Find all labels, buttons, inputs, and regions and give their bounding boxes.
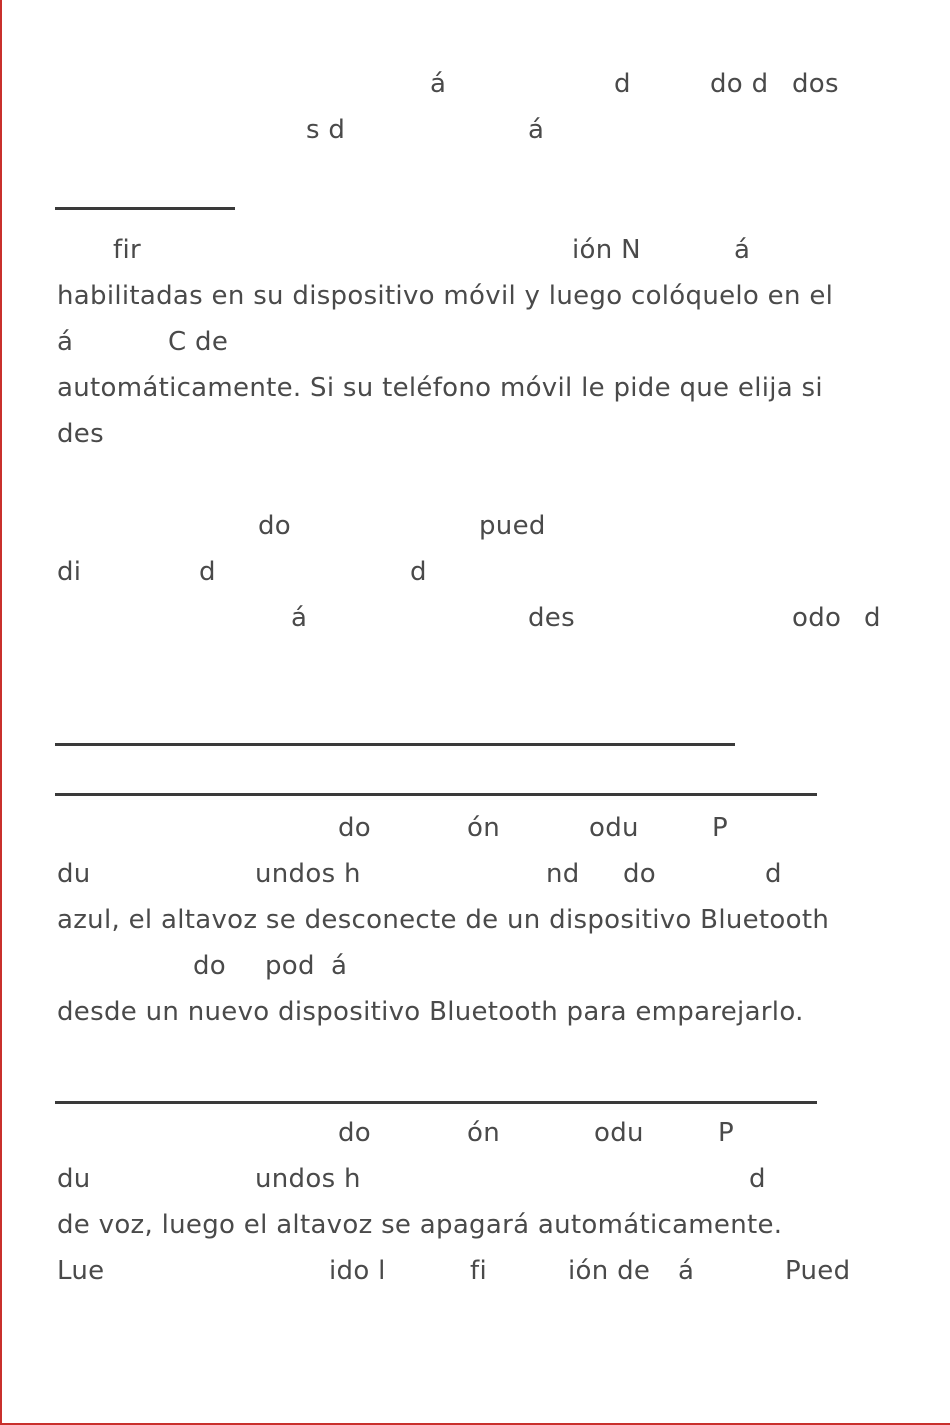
text-fragment: des [528,603,575,633]
text-fragment: d [749,1164,766,1194]
text-fragment: ido l [329,1256,386,1286]
text-fragment: nd [546,859,580,889]
text-fragment: d [864,603,881,633]
text-fragment: do [338,1118,372,1148]
text-fragment: C de [168,327,229,357]
text-fragment: do [193,951,227,981]
text-fragment: á [430,69,447,99]
text-fragment: ón [467,813,500,843]
text-fragment: undos h [255,1164,361,1194]
text-fragment: Pued [785,1256,851,1286]
text-fragment: odu [589,813,639,843]
text-line: automáticamente. Si su teléfono móvil le pide que elija si [57,373,823,403]
text-fragment: pued [479,511,546,541]
text-fragment: P [712,813,728,843]
text-fragment: odo [792,603,842,633]
section-underline [55,1101,817,1104]
text-fragment: Lue [57,1256,105,1286]
text-fragment: ón [467,1118,500,1148]
text-fragment: fi [470,1256,487,1286]
section-underline [55,793,817,796]
text-fragment: ión de [568,1256,651,1286]
text-fragment: du [57,859,91,889]
text-fragment: d [614,69,631,99]
text-fragment: dos [792,69,839,99]
text-fragment: s d [306,115,346,145]
text-line: de voz, luego el altavoz se apagará automáticamente. [57,1210,783,1240]
text-fragment: d [410,557,427,587]
text-fragment: á [291,603,308,633]
text-line: azul, el altavoz se desconecte de un dispositivo Bluetooth [57,905,830,935]
text-fragment: á [528,115,545,145]
text-fragment: á [678,1256,695,1286]
text-fragment: d [765,859,782,889]
text-fragment: des [57,419,104,449]
text-fragment: undos h [255,859,361,889]
text-fragment: P [718,1118,734,1148]
text-line: desde un nuevo dispositivo Bluetooth para emparejarlo. [57,997,804,1027]
text-fragment: do [338,813,372,843]
text-fragment: fir [113,235,141,265]
text-fragment: ión N [572,235,641,265]
section-underline [55,207,235,210]
text-fragment: do d [710,69,769,99]
text-line: habilitadas en su dispositivo móvil y luego colóquelo en el [57,281,834,311]
text-fragment: pod [265,951,315,981]
text-fragment: á [57,327,74,357]
text-fragment: du [57,1164,91,1194]
text-fragment: odu [594,1118,644,1148]
section-underline [55,743,735,746]
text-fragment: á [331,951,348,981]
text-fragment: d [199,557,216,587]
text-fragment: do [258,511,292,541]
text-fragment: do [623,859,657,889]
text-fragment: á [734,235,751,265]
text-fragment: di [57,557,82,587]
